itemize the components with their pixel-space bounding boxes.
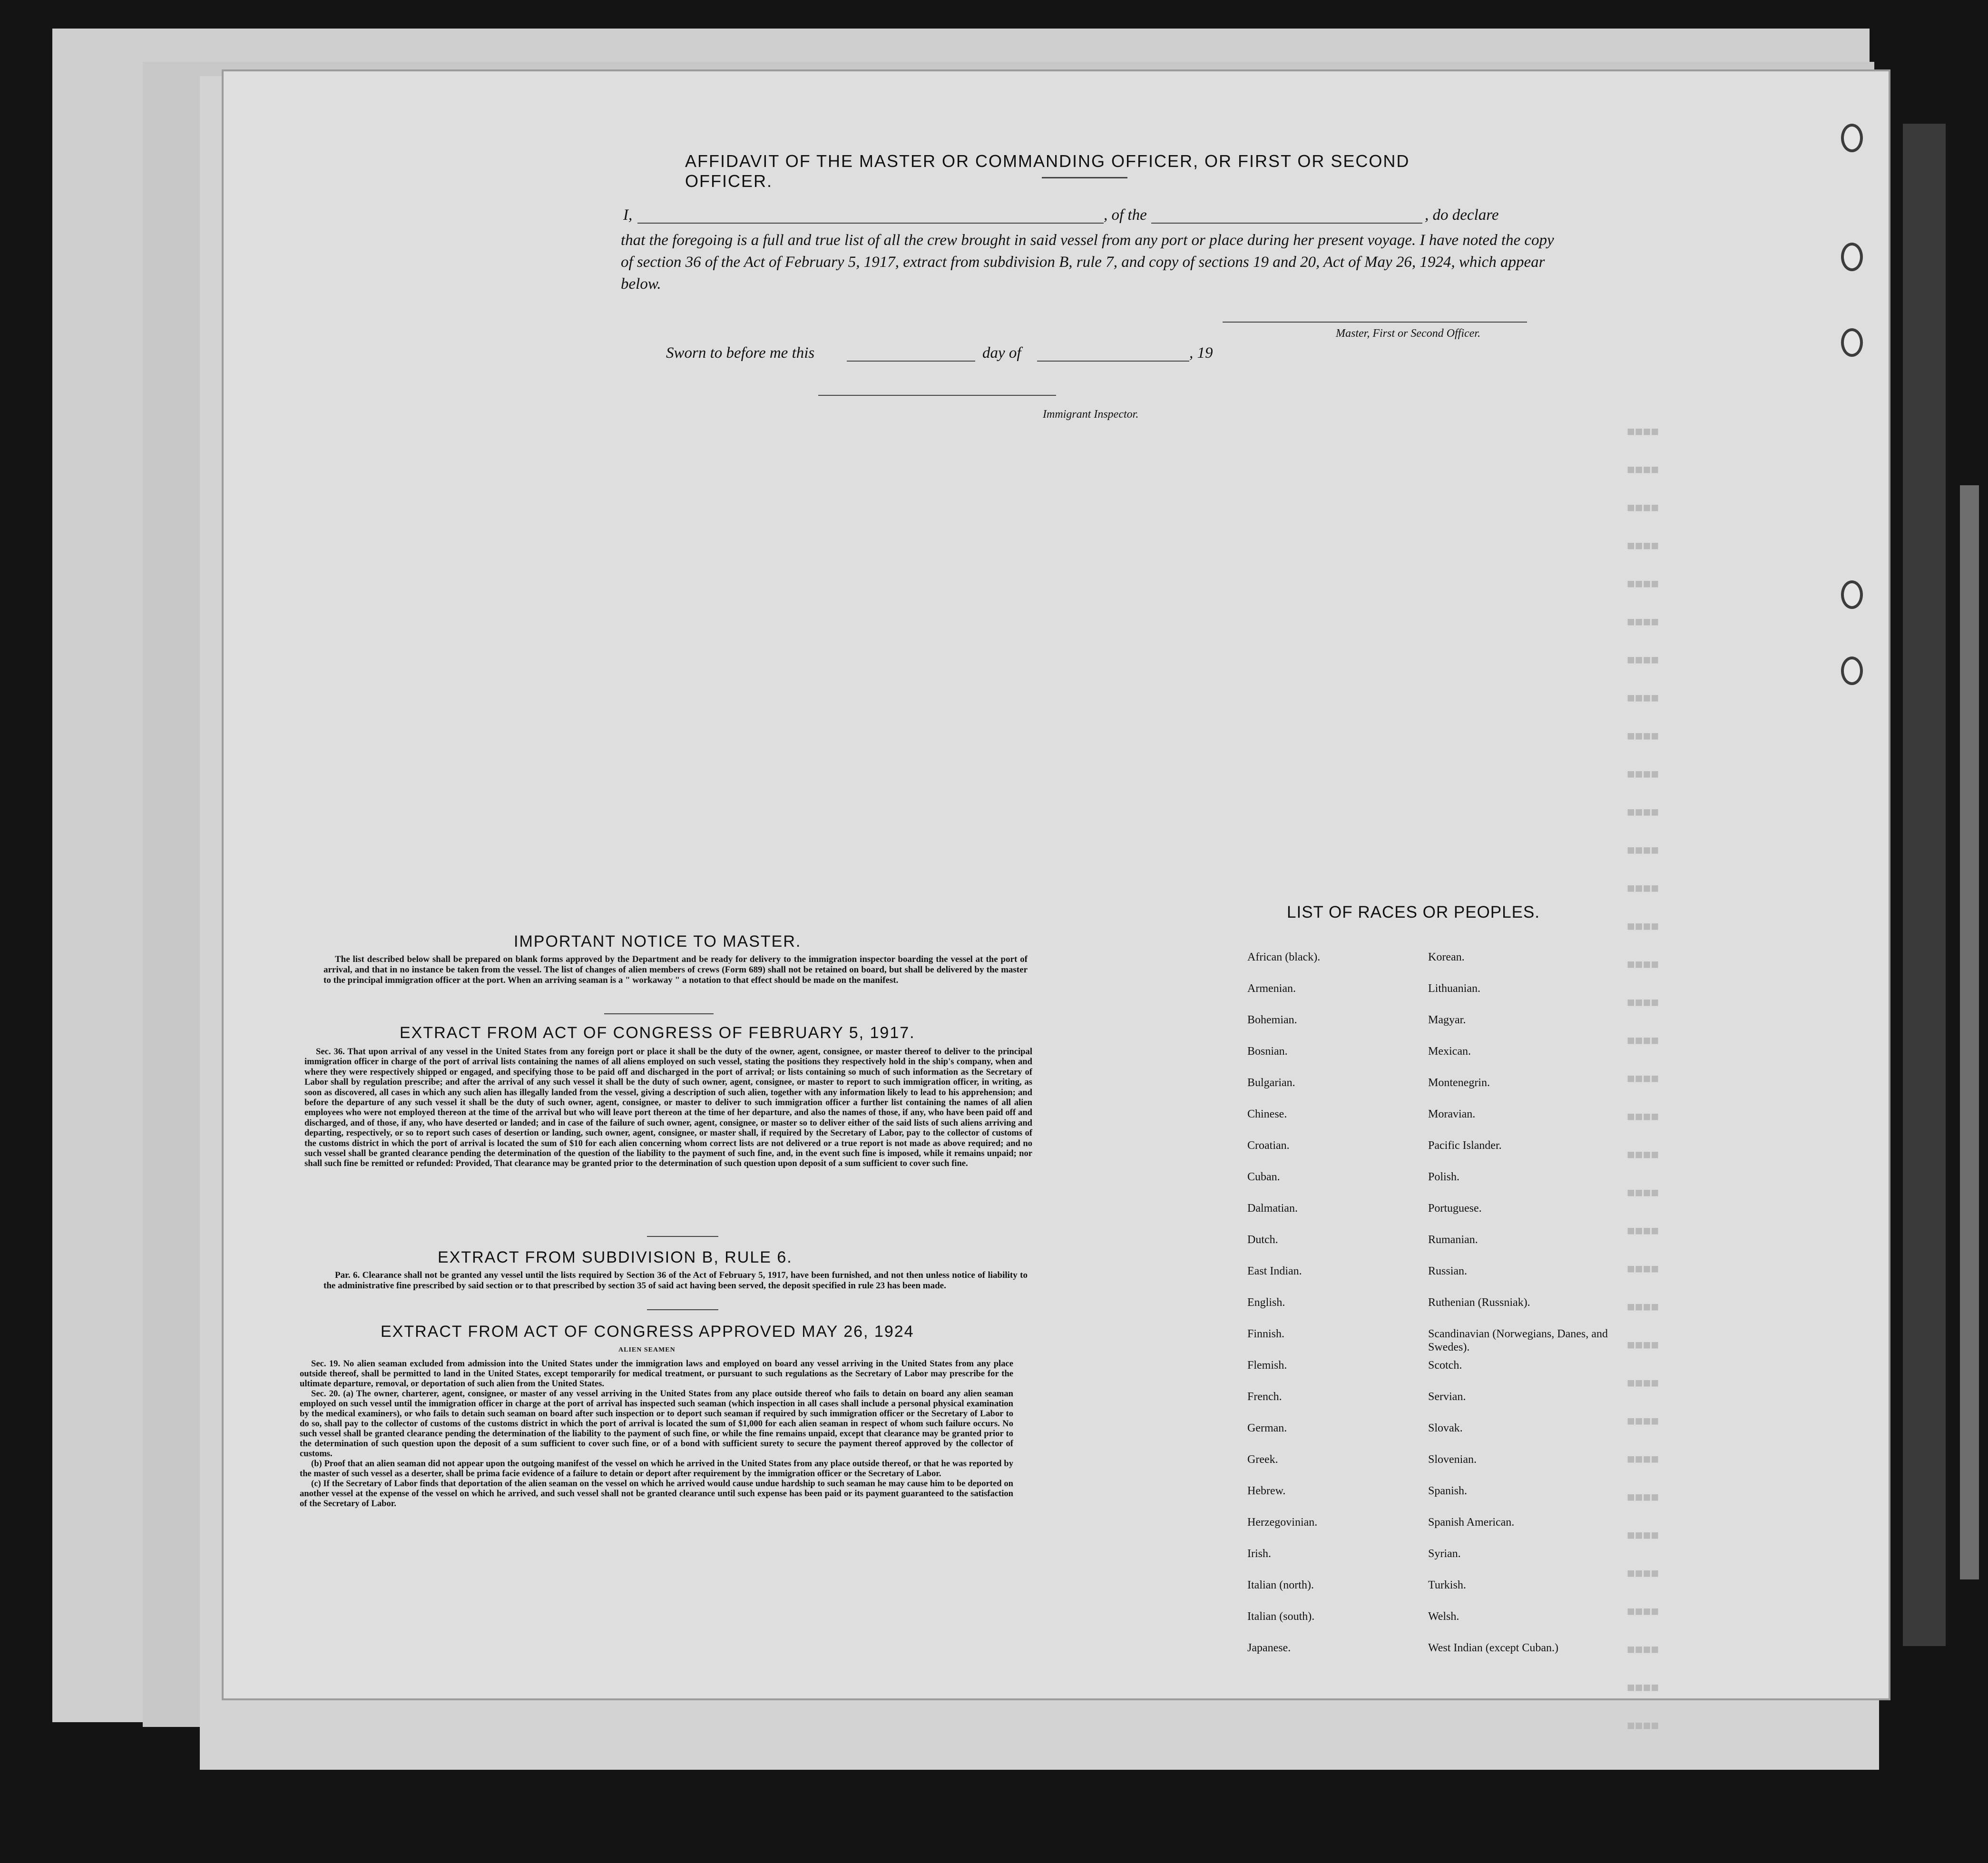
race-item: Turkish. [1428, 1579, 1466, 1591]
section-20c: (c) If the Secretary of Labor finds that deportation of the alien seaman on the vessel on which he arrived would cause undue hardship to such seaman he may cause him to be deported on another vessel at the expense of the vessel on which he arrived, and such vessel shall not be granted clearance until such expense has been paid or its payment guaranteed to the satisfaction of the Secretary of Labor. [300, 1479, 1013, 1509]
race-item: Spanish. [1428, 1485, 1468, 1497]
race-item: Bohemian. [1247, 1014, 1297, 1026]
race-item: Rumanian. [1428, 1234, 1478, 1246]
inspector-signature-line[interactable] [818, 395, 1056, 396]
divider [647, 1309, 718, 1310]
race-item: Croatian. [1247, 1139, 1290, 1152]
affidavit-paragraph: that the foregoing is a full and true list of all the crew brought in said vessel from any port or place during her present voyage. I have noted the copy of section 36 of the Act of February 5, 1917, extract from subdivision B, rule 7, and copy of sections 19 and 20, Act of May 26, 1924, which appear below. [621, 232, 1554, 293]
race-item: Japanese. [1247, 1642, 1291, 1654]
binder-hole [1841, 328, 1863, 357]
inspector-signature-label: Immigrant Inspector. [1043, 408, 1139, 421]
races-heading: LIST OF RACES OR PEOPLES. [1287, 903, 1540, 922]
race-item: Magyar. [1428, 1014, 1466, 1026]
race-item: Pacific Islander. [1428, 1139, 1502, 1152]
do-declare-label: , do declare [1425, 206, 1499, 224]
name-blank-line[interactable] [637, 223, 1104, 224]
binder-hole [1841, 243, 1863, 271]
sworn-prefix: Sworn to before me this [666, 344, 815, 362]
extract-1917-text: Sec. 36. That upon arrival of any vessel in the United States from any foreign port or place it shall be the duty of the owner, agent, consignee, or master thereof to deliver to the principal immigration officer in charge of the port of arrival lists containing the names of all aliens employed on such vessel, stating the positions they respectively hold in the ship's company, when and where they were respectively shipped or engaged, and specifying those to be paid off and discharged in the port of arrival; or lists containing so much of such information as the Secretary of Labor shall by regulation prescribe; and after the arrival of any such vessel it shall be the duty of such owner, agent, consignee, or master to report to such immigration officer, in writing, as soon as discovered, all cases in which any such alien has illegally landed from the vessel, giving a description of such alien, together with any information likely to lead to his apprehension; and before the departure of any such vessel it shall be the duty of such owner, agent, consignee, or master to deliver to such immigration officer a further list containing the names of all alien employees who were not employed thereon at the time of the arrival but who will leave port thereon at the time of her departure, and also the names of those, if any, who have been paid off and discharged, and of those, if any, who have deserted or landed; and in case of the failure of such owner, agent, consignee, or master so to deliver either of the said lists of such aliens arriving and departing, respectively, or so to report such cases of desertion or landing, such owner, agent, consignee, or master shall, if required by the Secretary of Labor, pay to the collector of customs of the customs district in which the port of arrival is located the sum of $10 for each alien concerning whom correct lists are not delivered or a true report is not made as above required; and no such vessel shall be granted clearance pending the determination of the question of the liability to the payment of such fine, and, in the event such fine is imposed, while it remains unpaid; nor shall such fine be remitted or refunded: Provided, That clearance may be granted prior to the determination of such question upon deposit of a sum sufficient to cover such fine. [304, 1047, 1032, 1169]
section-20b: (b) Proof that an alien seaman did not appear upon the outgoing manifest of the vessel on which he arrived in the United States from any place outside thereof, or that he was reported by the master of such vessel as a deserter, shall be prima facie evidence of a failure to detain or deport after requirement by the immigration officer or the Secretary of Labor. [300, 1459, 1013, 1479]
race-item: Ruthenian (Russniak). [1428, 1296, 1530, 1309]
binder-edge [1903, 124, 1946, 1646]
alien-seamen-subheading: ALIEN SEAMEN [618, 1346, 676, 1353]
race-item: German. [1247, 1422, 1287, 1434]
race-item: Chinese. [1247, 1108, 1287, 1120]
race-item: Syrian. [1428, 1548, 1461, 1560]
sworn-day-line[interactable] [847, 361, 975, 362]
divider [647, 1236, 718, 1237]
race-item: Spanish American. [1428, 1516, 1515, 1529]
notice-text: The list described below shall be prepared on blank forms approved by the Department and be ready for delivery to the immigration inspector boarding the vessel at the port of arrival, and that in no instance be taken from the vessel. The list of changes of alien members of crews (Form 689) shall not be retained on board, but shall be delivered by the master to the principal immigration officer at the port. When an arriving seaman is a " workaway " a notation to that effect should be made on the manifest. [323, 954, 1028, 985]
binder-hole [1841, 580, 1863, 609]
bleed-through: ■■■■ ■■■■ ■■■■ ■■■■ ■■■■ ■■■■ ■■■■ ■■■■ ■■■■ ■■■■ ■■■■ ■■■■ ■■■■ ■■■■ ■■■■ ■■■■ ■■■■ ■■■■ ■■■■ ■■■■ ■■■■ ■■■■ ■■■■ ■■■■ ■■■■ ■■■■ ■■■■ ■■■■ ■■■■ ■■■■ ■■■■ ■■■■ ■■■■ ■■■■ ■■■■ [1627, 425, 1659, 1734]
race-item: Moravian. [1428, 1108, 1476, 1120]
affidavit-title: AFFIDAVIT OF THE MASTER OR COMMANDING OFFICER, OR FIRST OR SECOND OFFICER. [685, 151, 1410, 191]
race-item: Irish. [1247, 1548, 1271, 1560]
race-item: Lithuanian. [1428, 982, 1480, 995]
race-item: Flemish. [1247, 1359, 1287, 1372]
race-item: Scotch. [1428, 1359, 1462, 1372]
sworn-month-line[interactable] [1037, 361, 1189, 362]
races-right-column [1428, 951, 1618, 1673]
declaration-start: I, [623, 206, 633, 224]
race-item: Armenian. [1247, 982, 1296, 995]
race-item: Finnish. [1247, 1328, 1285, 1340]
race-item: Welsh. [1428, 1610, 1459, 1623]
race-item: Portuguese. [1428, 1202, 1482, 1215]
extract-1924-heading: EXTRACT FROM ACT OF CONGRESS APPROVED MAY 26, 1924 [381, 1323, 914, 1341]
divider [604, 1013, 714, 1014]
race-item: Slovak. [1428, 1422, 1463, 1434]
race-item: Bosnian. [1247, 1045, 1288, 1058]
race-item: Italian (north). [1247, 1579, 1314, 1591]
section-20a: Sec. 20. (a) The owner, charterer, agent, consignee, or master of any vessel arriving in the United States from any place outside thereof who fails to detain on board any alien seaman employed on such vessel until the immigration officer in charge at the port of arrival has inspected such seaman (which inspection in all cases shall include a personal physical examination by the medical examiners), or who fails to detain such seaman on board after such inspection or to deport such seaman if required by such immigration officer or the Secretary of Labor to do so, shall pay to the collector of customs of the customs district in which the port of arrival is located the sum of $1,000 for each alien seaman in respect of whom such failure occurs. No such vessel shall be granted clearance pending the determination of the liability to the payment of such fine, or while the fine remains unpaid, except that clearance may be granted prior to the determination of such question upon the deposit of a sum sufficient to cover such fine, or of a bond with sufficient surety to secure the payment thereof approved by the collector of customs. [300, 1389, 1013, 1459]
race-item: Hebrew. [1247, 1485, 1286, 1497]
race-item: Bulgarian. [1247, 1077, 1295, 1089]
extract-1924-text [300, 1359, 1013, 1509]
race-item: Greek. [1247, 1453, 1278, 1466]
race-item: Korean. [1428, 951, 1465, 963]
sworn-year-label: , 19 [1189, 344, 1213, 362]
race-item: Italian (south). [1247, 1610, 1315, 1623]
race-item: Dalmatian. [1247, 1202, 1298, 1215]
divider [1042, 177, 1127, 178]
race-item: Cuban. [1247, 1171, 1280, 1183]
race-item: French. [1247, 1391, 1282, 1403]
race-item: Russian. [1428, 1265, 1468, 1277]
section-19: Sec. 19. No alien seaman excluded from admission into the United States under the immigration laws and employed on board any vessel arriving in the United States from any place outside thereof, shall be permitted to land in the United States, except temporarily for medical treatment, or pursuant to such regulations as the Secretary of Labor may prescribe for the ultimate departure, removal, or deportation of such alien from the United States. [300, 1359, 1013, 1389]
races-left-column [1247, 951, 1400, 1673]
extract-1917-heading: EXTRACT FROM ACT OF CONGRESS OF FEBRUARY 5, 1917. [400, 1024, 915, 1042]
binder-hole [1841, 657, 1863, 685]
vessel-blank-line[interactable] [1151, 223, 1422, 224]
extract-rule6-text: Par. 6. Clearance shall not be granted any vessel until the lists required by Section 36 of the Act of February 5, 1917, have been furnished, and not then unless notice of liability to the administrative fine prescribed by said section or to that prescribed by section 35 of said act having been served, the deposit specified in rule 23 has been made. [323, 1270, 1028, 1291]
race-item: Herzegovinian. [1247, 1516, 1318, 1529]
sworn-day-label: day of [982, 344, 1021, 362]
race-item: African (black). [1247, 951, 1321, 963]
race-item: Scandinavian (Norwegians, Danes, and Swedes). [1428, 1328, 1608, 1353]
notice-heading: IMPORTANT NOTICE TO MASTER. [514, 932, 802, 951]
binder-hole [1841, 124, 1863, 152]
binder-edge [1960, 485, 1979, 1579]
of-the-label: , of the [1104, 206, 1147, 224]
race-item: Polish. [1428, 1171, 1460, 1183]
race-item: Montenegrin. [1428, 1077, 1490, 1089]
extract-rule6-heading: EXTRACT FROM SUBDIVISION B, RULE 6. [438, 1248, 793, 1266]
race-item: Slovenian. [1428, 1453, 1477, 1466]
race-item: Servian. [1428, 1391, 1466, 1403]
race-item: Dutch. [1247, 1234, 1278, 1246]
race-item: West Indian (except Cuban.) [1428, 1642, 1558, 1654]
race-item: East Indian. [1247, 1265, 1302, 1277]
master-signature-line[interactable] [1223, 322, 1527, 323]
master-signature-label: Master, First or Second Officer. [1336, 327, 1480, 340]
race-item: English. [1247, 1296, 1285, 1309]
race-item: Mexican. [1428, 1045, 1471, 1058]
